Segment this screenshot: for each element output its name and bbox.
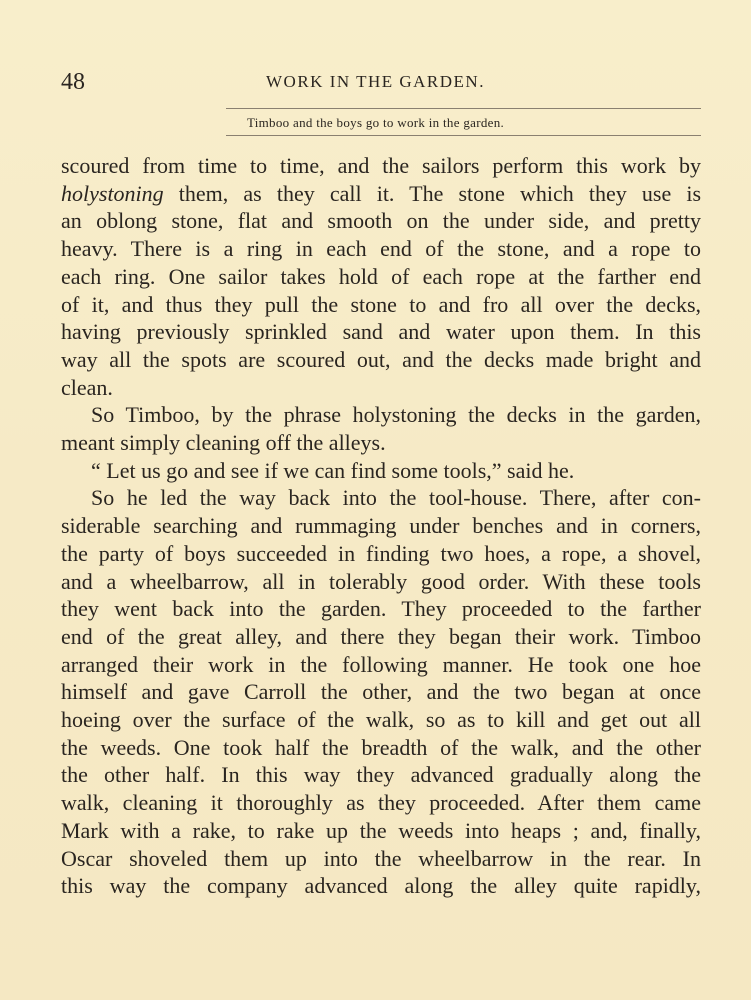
text-line: having previously sprinkled sand and water upon them. In this: [61, 319, 701, 345]
page-number: 48: [61, 69, 85, 95]
text-line: meant simply cleaning off the alleys.: [61, 430, 386, 456]
text-line: an oblong stone, flat and smooth on the under side, and pretty: [61, 208, 701, 234]
text-line: scoured from time to time, and the sailors perform this work by: [61, 153, 701, 178]
text-line: So Timboo, by the phrase holystoning the decks in the garden,: [91, 402, 701, 428]
text-line: himself and gave Carroll the other, and the two began at once: [61, 679, 701, 705]
text-line-rest: them, as they call it. The stone which they use is: [178, 180, 702, 206]
text-line: the weeds. One took half the breadth of the walk, and the other: [61, 734, 701, 760]
text-line: each ring. One sailor takes hold of each rope at the farther end: [61, 263, 701, 289]
text-line: Oscar shoveled them up into the wheelbarrow in the rear. In: [61, 845, 701, 871]
text-line: end of the great alley, and there they began their work. Timboo: [61, 623, 701, 649]
text-line: walk, cleaning it thoroughly as they proceeded. After them came: [61, 790, 701, 816]
illustration-caption: Timboo and the boys go to work in the garden.: [246, 115, 505, 130]
italic-term: holystoning: [61, 180, 164, 206]
text-line: arranged their work in the following manner. He took one hoe: [61, 651, 701, 677]
text-line: of it, and thus they pull the stone to and fro all over the decks,: [61, 291, 701, 317]
text-line: the other half. In this way they advanced gradually along the: [61, 762, 701, 788]
text-line: this way the company advanced along the alley quite rapidly,: [61, 873, 701, 899]
text-line: they went back into the garden. They proceeded to the farther: [61, 596, 701, 622]
text-line: and a wheelbarrow, all in tolerably good order. With these tools: [61, 568, 701, 594]
running-head: WORK IN THE GARDEN.: [266, 72, 485, 91]
text-line: “ Let us go and see if we can find some tools,” said he.: [91, 457, 575, 483]
caption-rule-bottom: [226, 135, 701, 136]
caption-rule-top: [226, 108, 701, 109]
body-text: [61, 152, 701, 900]
text-line: Mark with a rake, to rake up the weeds into heaps ; and, finally,: [61, 817, 701, 843]
text-line: So he led the way back into the tool-house. There, after con-: [91, 485, 701, 511]
text-line: siderable searching and rummaging under benches and in corners,: [61, 513, 701, 539]
text-line: hoeing over the surface of the walk, so as to kill and get out all: [61, 707, 701, 733]
text-line: heavy. There is a ring in each end of the stone, and a rope to: [61, 236, 701, 262]
text-line: the party of boys succeeded in finding two hoes, a rope, a shovel,: [61, 540, 701, 566]
text-line: clean.: [61, 374, 113, 400]
text-line: way all the spots are scoured out, and the decks made bright and: [61, 346, 701, 372]
text-line: [61, 180, 701, 208]
